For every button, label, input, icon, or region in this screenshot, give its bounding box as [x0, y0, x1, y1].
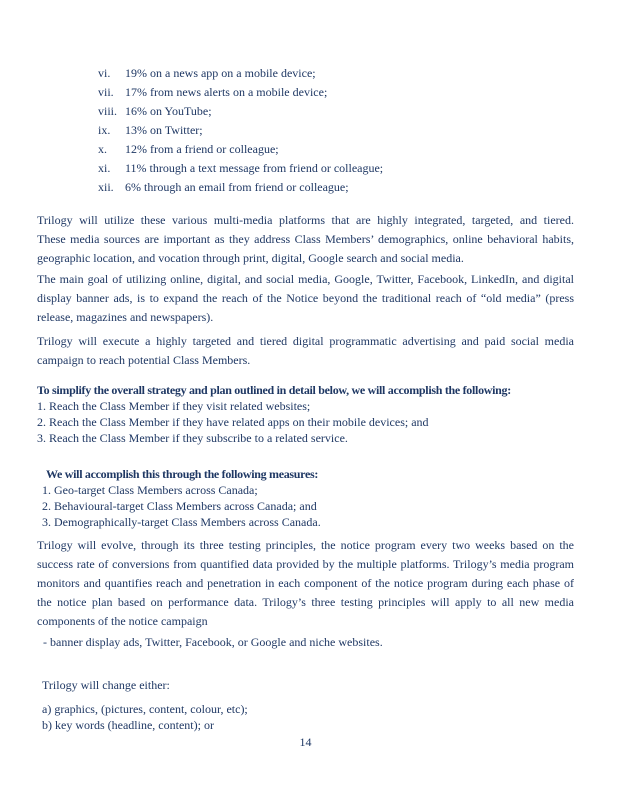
roman-item-text: 11% through a text message from friend or colleague; [125, 161, 384, 175]
change-option-a: a) graphics, (pictures, content, colour, etc); [42, 702, 248, 716]
strategy-item: 3. Reach the Class Member if they subscribe to a related service. [37, 431, 348, 445]
text-line: The main goal of utilizing online, digital, and social media, Google, Twitter, Facebook, LinkedIn, and digital [37, 272, 574, 286]
roman-numeral: x. [98, 142, 107, 156]
strategy-item: 2. Reach the Class Member if they have related apps on their mobile devices; and [37, 415, 429, 429]
roman-numeral: xii. [98, 180, 114, 194]
text-line: release, magazines and newspapers). [37, 310, 214, 324]
roman-list [98, 64, 574, 197]
roman-list-item [98, 159, 574, 178]
roman-numeral: viii. [98, 104, 118, 118]
roman-item-text: 12% from a friend or colleague; [125, 142, 279, 156]
text-line: monitors and quantifies reach and penetration in each component of the notice program during each phase of [37, 576, 574, 590]
text-line: geographic location, and vocation through print, digital, Google search and social media. [37, 251, 464, 265]
paragraph-execute-campaign [37, 332, 574, 370]
roman-numeral: xi. [98, 161, 111, 175]
roman-list-item [98, 83, 574, 102]
text-line: campaign to reach potential Class Members. [37, 353, 251, 367]
roman-list-item [98, 102, 574, 121]
roman-numeral: vii. [98, 85, 114, 99]
strategy-section [37, 382, 574, 446]
text-line: These media sources are important as they address Class Members’ demographics, online behavioral habits, [37, 232, 574, 246]
paragraph-main-goal [37, 270, 574, 327]
roman-list-item [98, 121, 574, 140]
measures-section [37, 466, 574, 530]
roman-item-text: 19% on a news app on a mobile device; [125, 66, 316, 80]
roman-item-text: 16% on YouTube; [125, 104, 212, 118]
paragraph-multimedia-platforms [37, 211, 574, 268]
roman-item-text: 17% from news alerts on a mobile device; [125, 85, 328, 99]
text-line: the notice plan based on performance data. Trilogy’s three testing principles will apply to all new media [37, 595, 574, 609]
strategy-item: 1. Reach the Class Member if they visit related websites; [37, 399, 311, 413]
strategy-heading: To simplify the overall strategy and plan outlined in detail below, we will accomplish the following: [37, 383, 511, 397]
roman-list-item [98, 178, 574, 197]
roman-item-text: 13% on Twitter; [125, 123, 203, 137]
paragraph-evolve [37, 536, 574, 631]
page-number: 14 [299, 735, 312, 749]
measures-heading: We will accomplish this through the following measures: [46, 467, 319, 481]
text-line: display banner ads, is to expand the reach of the Notice beyond the traditional reach of “old media” (press [37, 291, 574, 305]
roman-numeral: ix. [98, 123, 111, 137]
roman-list-item [98, 64, 574, 83]
roman-list-item [98, 140, 574, 159]
change-intro: Trilogy will change either: [42, 678, 170, 692]
change-option-b: b) key words (headline, content); or [42, 718, 214, 732]
measures-item: 2. Behavioural-target Class Members across Canada; and [42, 499, 317, 513]
dash-note: - banner display ads, Twitter, Facebook, or Google and niche websites. [43, 635, 383, 649]
text-line: Trilogy will execute a highly targeted and tiered digital programmatic advertising and paid social media [37, 334, 574, 348]
text-line: Trilogy will evolve, through its three testing principles, the notice program every two weeks based on the [37, 538, 574, 552]
roman-item-text: 6% through an email from friend or colleague; [125, 180, 349, 194]
measures-item: 3. Demographically-target Class Members across Canada. [42, 515, 321, 529]
change-options [42, 701, 574, 733]
text-line: components of the notice campaign [37, 614, 208, 628]
text-line: Trilogy will utilize these various multi-media platforms that are highly integrated, targeted, and tiered. [37, 213, 574, 227]
roman-numeral: vi. [98, 66, 111, 80]
text-line: success rate of conversions from quantified data provided by the multiple platforms. Trilogy’s media program [37, 557, 574, 571]
measures-item: 1. Geo-target Class Members across Canada; [42, 483, 258, 497]
